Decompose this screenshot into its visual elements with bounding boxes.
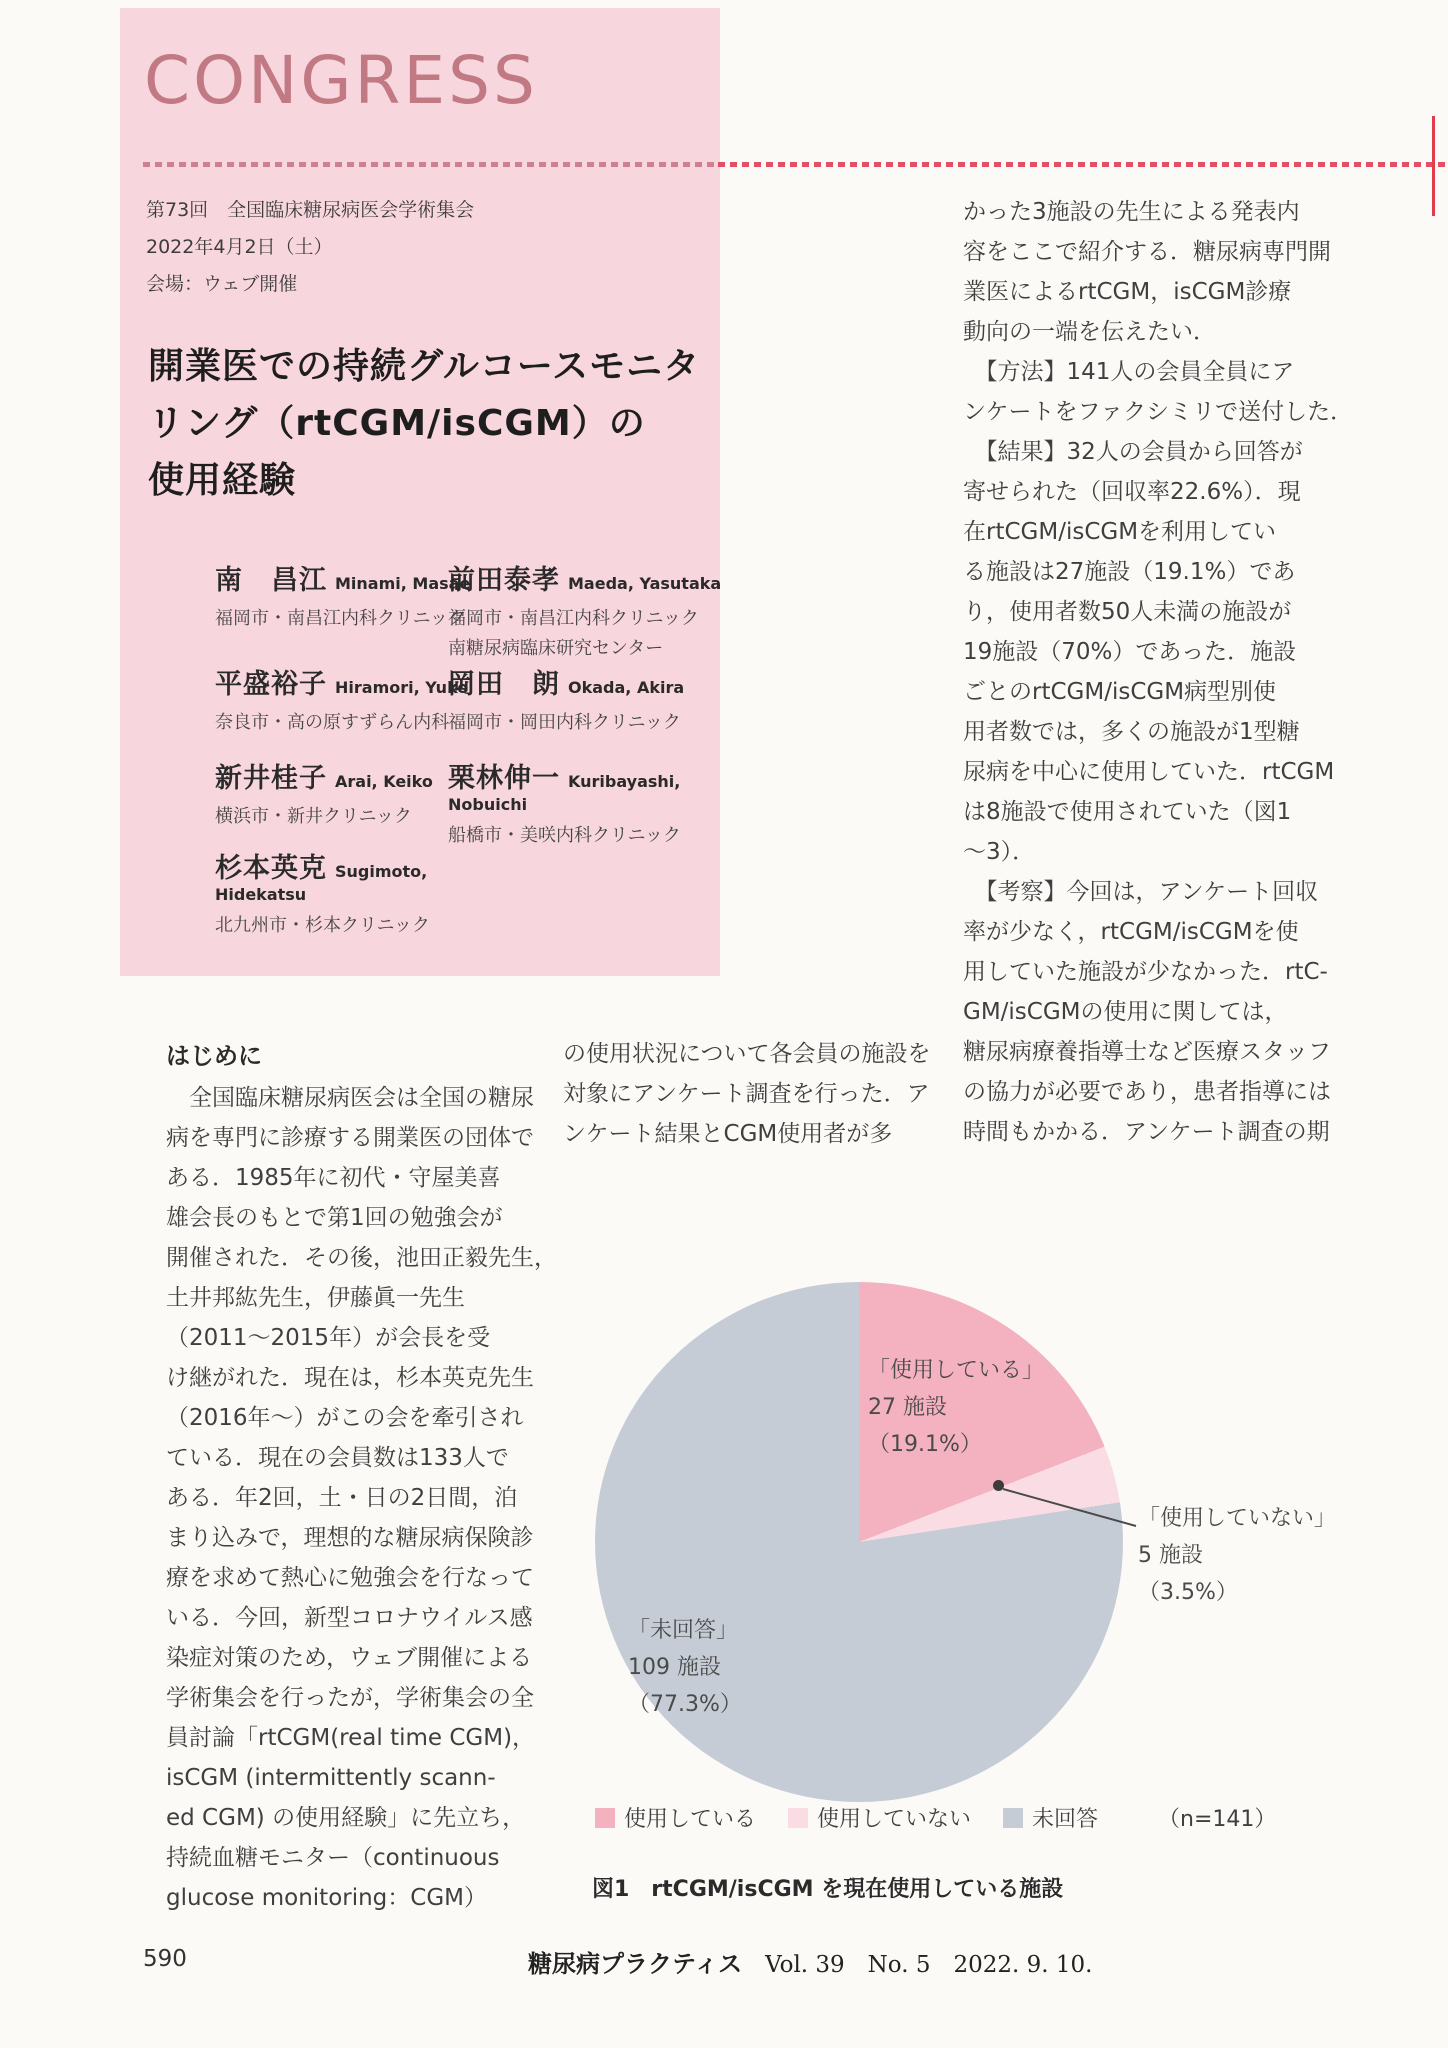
text-line: 【結果】32人の会員から回答が bbox=[963, 439, 1303, 465]
text-line: 全国臨床糖尿病医会は全国の糖尿 bbox=[166, 1085, 534, 1111]
continuation-column bbox=[563, 1034, 948, 1154]
author-name: 杉本英克 bbox=[215, 853, 327, 884]
author-name: 平盛裕子 bbox=[215, 669, 327, 700]
pie-callout-notusing: 「使用していない」 5 施設 （3.5%） bbox=[1138, 1506, 1337, 1605]
author-name: 南 昌江 bbox=[215, 565, 327, 596]
text-line: 会場：ウェブ開催 bbox=[146, 273, 298, 295]
text-line: ンケート結果とCGM使用者が多 bbox=[563, 1121, 893, 1147]
text-line: 用者数では，多くの施設が1型糖 bbox=[963, 719, 1300, 745]
author-affiliation: 船橋市・美咲内科クリニック bbox=[448, 825, 681, 846]
text-line: 尿病を中心に使用していた．rtCGM bbox=[963, 759, 1335, 785]
text-line: る施設は27施設（19.1%）であ bbox=[963, 559, 1296, 585]
text-line: 【考察】今回は，アンケート回収 bbox=[963, 879, 1319, 905]
text-line: の使用状況について各会員の施設を bbox=[563, 1041, 931, 1067]
text-line: 療を求めて熱心に勉強会を行なって bbox=[166, 1565, 534, 1591]
legend-item bbox=[1003, 1802, 1098, 1833]
text-line: （2011〜2015年）が会長を受 bbox=[166, 1325, 491, 1351]
text-line: 糖尿病療養指導士など医療スタッフ bbox=[963, 1039, 1331, 1065]
author-romaji: Hiramori, Yuko bbox=[335, 678, 469, 697]
text-line: 寄せられた（回収率22.6%）．現 bbox=[963, 479, 1301, 505]
text-line: 率が少なく，rtCGM/isCGMを使 bbox=[963, 919, 1299, 945]
author-entry bbox=[448, 558, 748, 664]
text-line: ed CGM) の使用経験」に先立ち， bbox=[166, 1805, 526, 1831]
author-entry bbox=[448, 756, 748, 851]
article-title bbox=[148, 338, 700, 509]
journal-issue: Vol. 39 No. 5 2022. 9. 10. bbox=[742, 1952, 1093, 1978]
text-line: 病を専門に診療する開業医の団体で bbox=[166, 1125, 534, 1151]
text-line: いる．今回，新型コロナウイルス感 bbox=[166, 1605, 533, 1631]
legend-label: 使用していない bbox=[817, 1807, 972, 1832]
author-romaji: Maeda, Yasutaka bbox=[568, 574, 722, 593]
text-line: 持続血糖モニター（continuous bbox=[166, 1845, 500, 1871]
text-line: 在rtCGM/isCGMを利用してい bbox=[963, 519, 1277, 545]
meeting-info bbox=[146, 192, 474, 303]
text-line: GM/isCGMの使用に関しては， bbox=[963, 999, 1288, 1025]
text-line: 19施設（70%）であった．施設 bbox=[963, 639, 1297, 665]
author-entry bbox=[448, 662, 748, 738]
text-line: ンケートをファクシミリで送付した． bbox=[963, 399, 1354, 425]
author-romaji: Sugimoto, Hidekatsu bbox=[215, 862, 428, 904]
journal-name: 糖尿病プラクティス bbox=[528, 1949, 743, 1978]
text-line: 開催された．その後，池田正毅先生， bbox=[166, 1245, 557, 1271]
intro-heading: はじめに bbox=[166, 1042, 262, 1070]
author-affiliation: 奈良市・高の原すずらん内科 bbox=[215, 712, 450, 733]
text-line: 員討論「rtCGM(real time CGM)， bbox=[166, 1725, 536, 1751]
text-line: 〜3）． bbox=[963, 839, 1036, 865]
text-line: まり込みで，理想的な糖尿病保険診 bbox=[166, 1525, 534, 1551]
pie-callout-noanswer: 「未回答」 109 施設 （77.3%） bbox=[628, 1618, 742, 1717]
figure-caption: 図1 rtCGM/isCGM を現在使用している施設 bbox=[592, 1877, 1064, 1902]
red-edge-mark bbox=[1432, 116, 1435, 216]
legend-swatch bbox=[788, 1808, 808, 1828]
text-line: 時間もかかる．アンケート調査の期 bbox=[963, 1119, 1330, 1145]
page-number: 590 bbox=[143, 1946, 187, 1972]
text-line: 土井邦紘先生，伊藤眞一先生 bbox=[166, 1285, 465, 1311]
text-line: ある．1985年に初代・守屋美喜 bbox=[166, 1165, 501, 1191]
text-line: の協力が必要であり，患者指導には bbox=[963, 1079, 1331, 1105]
text-line: 業医によるrtCGM，isCGM診療 bbox=[963, 279, 1292, 305]
text-line: 雄会長のもとで第1回の勉強会が bbox=[166, 1205, 503, 1231]
journal-footer bbox=[528, 1944, 1093, 1979]
text-line: （2016年〜）がこの会を牽引され bbox=[166, 1405, 524, 1431]
author-affiliation: 福岡市・南昌江内科クリニック bbox=[215, 608, 466, 629]
results-column bbox=[963, 192, 1367, 1152]
figure-legend bbox=[595, 1802, 1276, 1833]
text-line: isCGM (intermittently scann- bbox=[166, 1765, 496, 1791]
text-line: 【方法】141人の会員全員にア bbox=[963, 359, 1295, 385]
title-line: リング（rtCGM/isCGM）の bbox=[148, 403, 646, 444]
text-line: り，使用者数50人未満の施設が bbox=[963, 599, 1292, 625]
legend-swatch bbox=[595, 1808, 615, 1828]
callout-leader-line bbox=[998, 1482, 1143, 1534]
legend-label: 未回答 bbox=[1032, 1807, 1099, 1832]
text-line: ごとのrtCGM/isCGM病型別使 bbox=[963, 679, 1277, 705]
text-line: 第73回 全国臨床糖尿病医会学術集会 bbox=[146, 199, 475, 221]
title-line: 開業医での持続グルコースモニタ bbox=[148, 346, 701, 387]
sample-size-label: （n=141） bbox=[1158, 1807, 1277, 1832]
author-name: 栗林伸一 bbox=[448, 763, 560, 794]
text-line: 学術集会を行ったが，学術集会の全 bbox=[166, 1685, 534, 1711]
legend-item bbox=[595, 1802, 756, 1833]
text-line: 動向の一端を伝えたい． bbox=[963, 319, 1216, 345]
pie-callout-using: 「使用している」 27 施設 （19.1%） bbox=[868, 1358, 1045, 1457]
text-line: 対象にアンケート調査を行った．ア bbox=[563, 1081, 930, 1107]
author-romaji: Kuribayashi, Nobuichi bbox=[448, 772, 681, 814]
author-romaji: Arai, Keiko bbox=[335, 772, 433, 791]
text-line: 2022年4月2日（土） bbox=[146, 236, 333, 258]
author-name: 新井桂子 bbox=[215, 763, 327, 794]
author-name: 岡田 朗 bbox=[448, 669, 560, 700]
author-name: 前田泰孝 bbox=[448, 565, 560, 596]
legend-label: 使用している bbox=[624, 1807, 757, 1832]
legend-item bbox=[788, 1802, 971, 1833]
author-romaji: Okada, Akira bbox=[568, 678, 685, 697]
author-affiliation: 福岡市・岡田内科クリニック bbox=[448, 712, 681, 733]
text-line: 用していた施設が少なかった．rtC- bbox=[963, 959, 1328, 985]
congress-title: CONGRESS bbox=[144, 42, 538, 119]
text-line: け継がれた．現在は，杉本英克先生 bbox=[166, 1365, 534, 1391]
author-romaji: Minami, Masae bbox=[335, 574, 471, 593]
text-line: ている．現在の会員数は133人で bbox=[166, 1445, 509, 1471]
author-entry bbox=[215, 846, 515, 941]
intro-paragraph bbox=[166, 1078, 558, 1918]
author-affiliation: 横浜市・新井クリニック bbox=[215, 806, 412, 827]
author-affiliation: 北九州市・杉本クリニック bbox=[215, 915, 430, 936]
text-line: かった3施設の先生による発表内 bbox=[963, 199, 1300, 225]
text-line: ある．年2回，土・日の2日間，泊 bbox=[166, 1485, 518, 1511]
legend-swatch bbox=[1003, 1808, 1023, 1828]
text-line: 容をここで紹介する．糖尿病専門開 bbox=[963, 239, 1331, 265]
text-line: 染症対策のため，ウェブ開催による bbox=[166, 1645, 533, 1671]
text-line: は8施設で使用されていた（図1 bbox=[963, 799, 1292, 825]
author-affiliation: 福岡市・南昌江内科クリニック 南糖尿病臨床研究センター bbox=[448, 608, 699, 659]
title-line: 使用経験 bbox=[148, 460, 297, 501]
text-line: glucose monitoring：CGM） bbox=[166, 1885, 488, 1911]
dotted-rule-inner bbox=[143, 162, 718, 167]
dotted-rule-outer bbox=[718, 162, 1448, 167]
intro-column bbox=[166, 1034, 558, 1918]
